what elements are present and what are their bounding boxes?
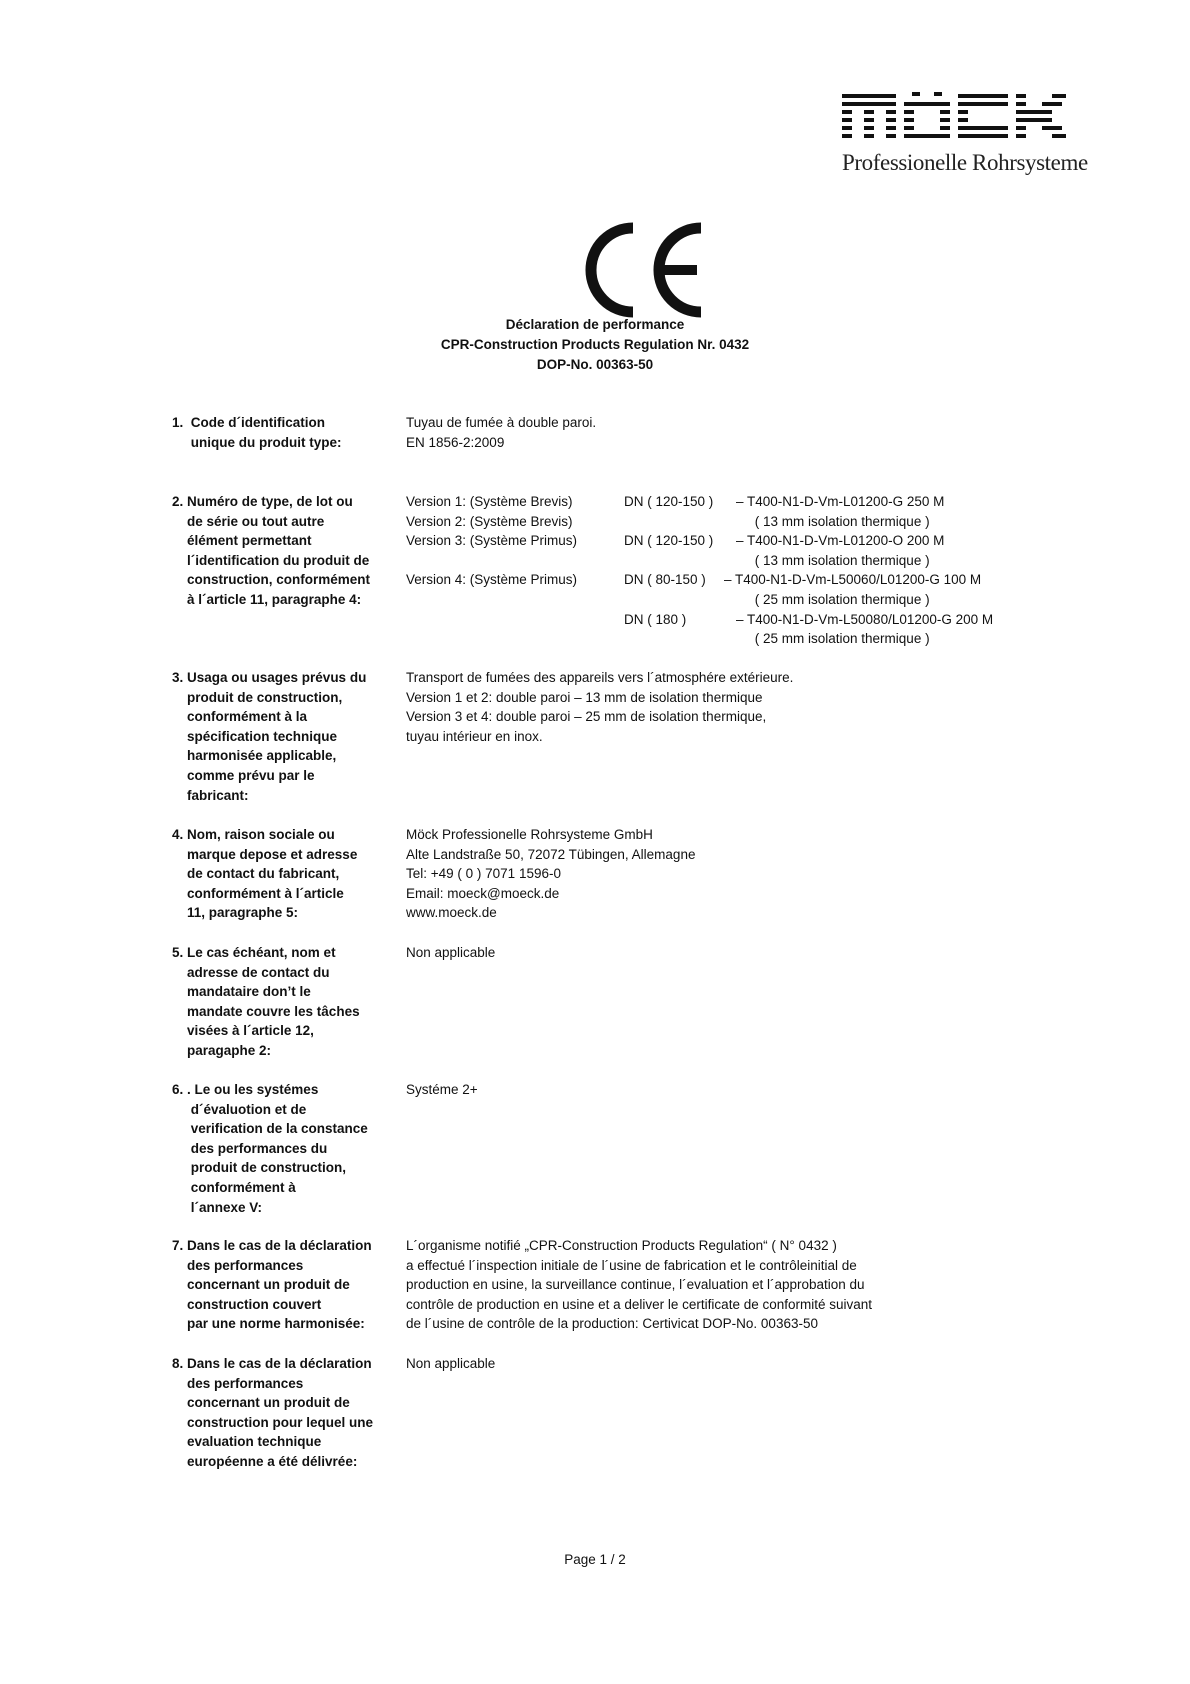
section-8-label: 8. Dans le cas de la déclaration des performances concernant un produit de construction pour lequel une evaluation technique européenne a été délivrée:: [172, 1356, 374, 1469]
section-6-label: 6. . Le ou les systémes d´évaluotion et de verification de la constance des performances du produit de construction, conformément à l´annexe V:: [172, 1082, 368, 1215]
ce-mark-icon: [585, 222, 709, 321]
manufacturer-phone: Tel: +49 ( 0 ) 7071 1596-0: [406, 866, 561, 882]
section-7-label: 7. Dans le cas de la déclaration des performances concernant un produit de construction couvert par une norme harmonisée:: [172, 1238, 372, 1332]
section-4-label: 4. Nom, raison sociale ou marque depose et adresse de contact du fabricant, conformément à l´article 11, paragraphe 5:: [172, 827, 358, 921]
title-line-1: Déclaration de performance: [505, 317, 685, 332]
manufacturer-email: Email: moeck@moeck.de: [406, 885, 560, 901]
section-1-value: Tuyau de fumée à double paroi. EN 1856-2:2009: [406, 415, 597, 450]
section-3-value: Transport de fumées des appareils vers l´atmosphére extérieure. Version 1 et 2: double paroi – 13 mm de isolation thermique Version 3 et 4: double paroi – 25 mm de isolation thermique, tuyau intérieur en inox.: [406, 670, 794, 744]
company-logo: [842, 92, 1088, 176]
title-line-2: CPR-Construction Products Regulation Nr. 0432: [440, 337, 750, 352]
section-5-value: Non applicable: [406, 945, 496, 960]
logo-tagline: Professionelle Rohrsysteme: [842, 150, 1088, 175]
manufacturer-website: www.moeck.de: [406, 905, 497, 921]
manufacturer-name: Möck Professionelle Rohrsysteme GmbH: [406, 827, 653, 842]
section-2-label: 2. Numéro de type, de lot ou de série ou tout autre élément permettant l´identification du produit de construction, conformément à l´article 11, paragraphe 4:: [172, 494, 371, 607]
section-3-label: 3. Usaga ou usages prévus du produit de construction, conformément à la spécification technique harmonisée applicable, comme prévu par le fabricant:: [172, 670, 367, 803]
page-number: Page 1 / 2: [564, 1552, 626, 1567]
section-8-value: Non applicable: [406, 1356, 496, 1371]
section-7-value: L´organisme notifié „CPR-Construction Products Regulation“ ( N° 0432 ) a effectué l´inspection initiale de l´usine de fabrication et le contrôleinitial de production en usine, la surveillance continue, l´evaluation et l´approbation du contrôle de production en usine et a deliver le certificate de conformité suivant de l´usine de contrôle de la production: Certivicat DOP-No. 00363-50: [406, 1238, 873, 1332]
title-line-3: DOP-No. 00363-50: [536, 357, 654, 372]
section-4-value: [406, 825, 695, 923]
document-title: [0, 315, 1190, 375]
manufacturer-address: Alte Landstraße 50, 72072 Tübingen, Allemagne: [406, 846, 696, 862]
section-1-label: 1. Code d´identification unique du produit type:: [172, 415, 342, 450]
section-5-label: 5. Le cas échéant, nom et adresse de contact du mandataire don’t le mandate couvre les tâches visées à l´article 12, paragaphe 2:: [172, 945, 360, 1058]
section-6-value: Systéme 2+: [406, 1082, 478, 1097]
moeck-logo-icon: [842, 92, 1072, 144]
